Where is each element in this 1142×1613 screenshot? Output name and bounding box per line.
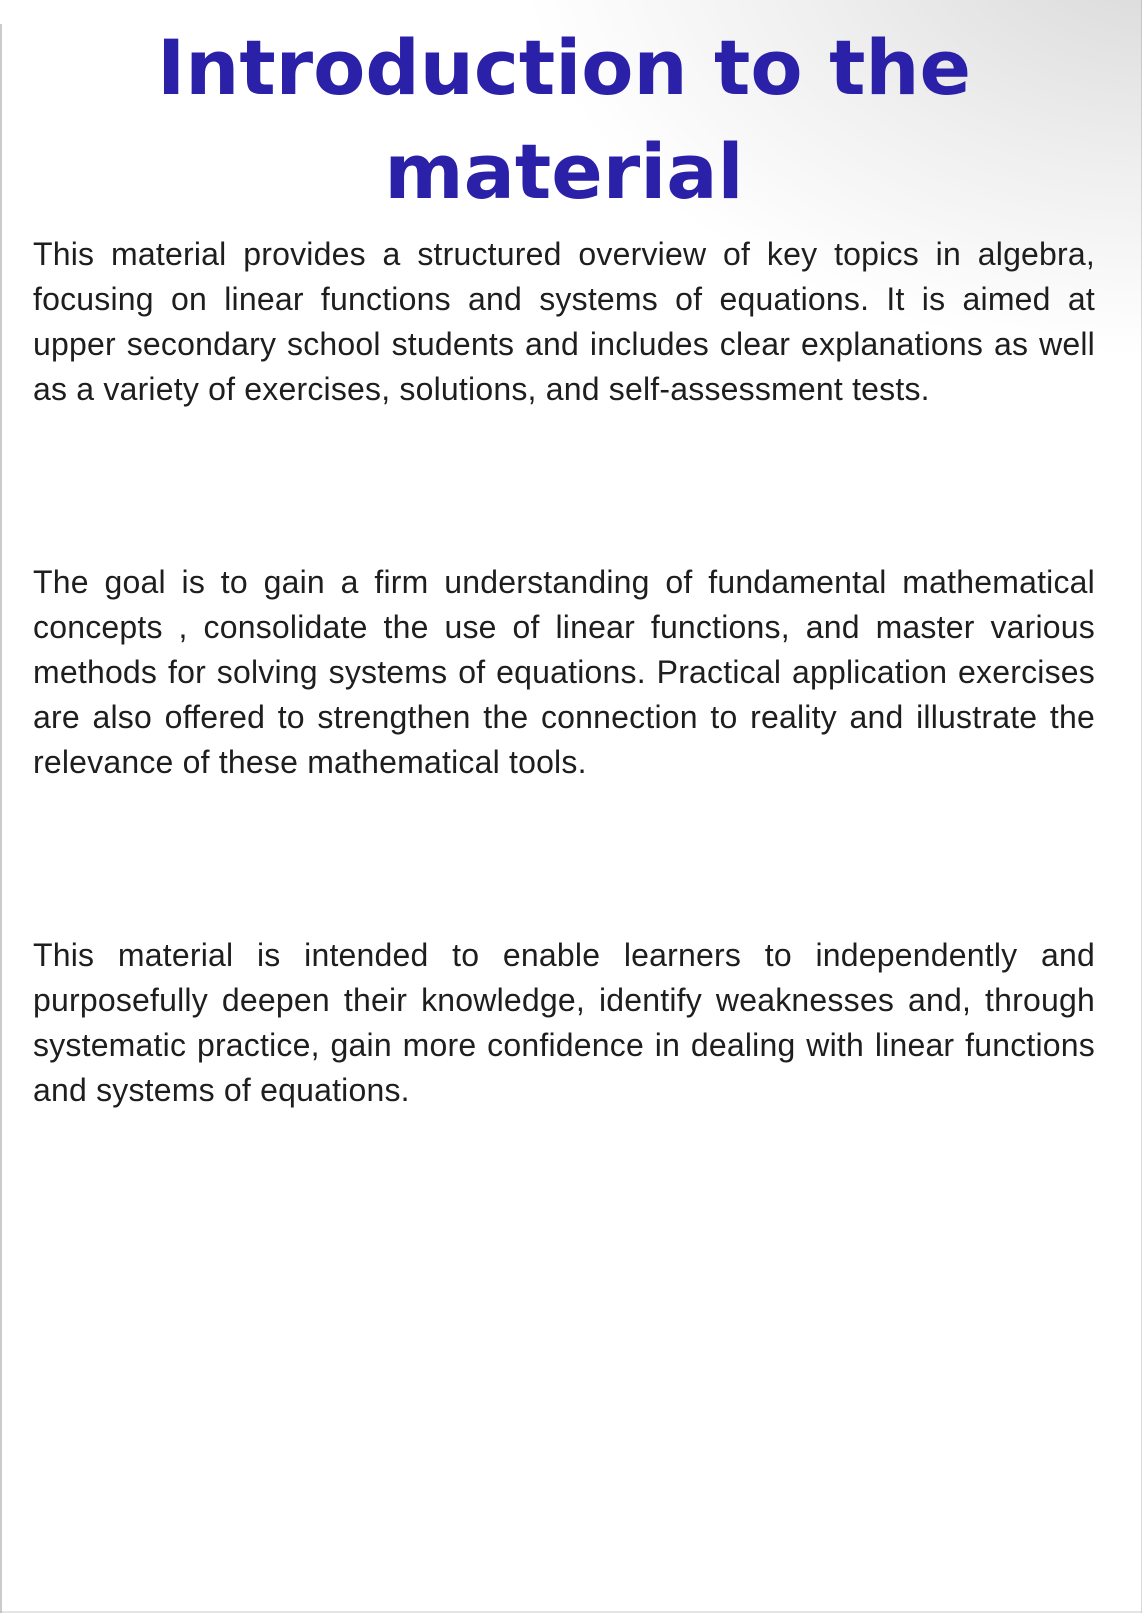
page-title <box>33 16 1095 224</box>
document-body <box>33 232 1095 1113</box>
page-title-line-1: Introduction to the <box>156 23 972 112</box>
page-title-line-2: material <box>384 127 744 216</box>
paragraph-intended-use: This material is intended to enable learners to independently and purposefully deepen their knowledge, identify weaknesses and, through systematic practice, gain more confidence in dealing with linear functions and systems of equations. <box>33 937 1095 1108</box>
paragraph-material-overview: This material provides a structured overview of key topics in algebra, focusing on linear functions and systems of equations. It is aimed at upper secondary school students and includes clear explanations as well as a variety of exercises, solutions, and self-assessment tests. <box>33 236 1095 407</box>
paragraph-goals: The goal is to gain a firm understanding of fundamental mathematical concepts , consolidate the use of linear functions, and master various methods for solving systems of equations. Practical application exercises are also offered to strengthen the connection to reality and illustrate the relevance of these mathematical tools. <box>33 564 1095 780</box>
